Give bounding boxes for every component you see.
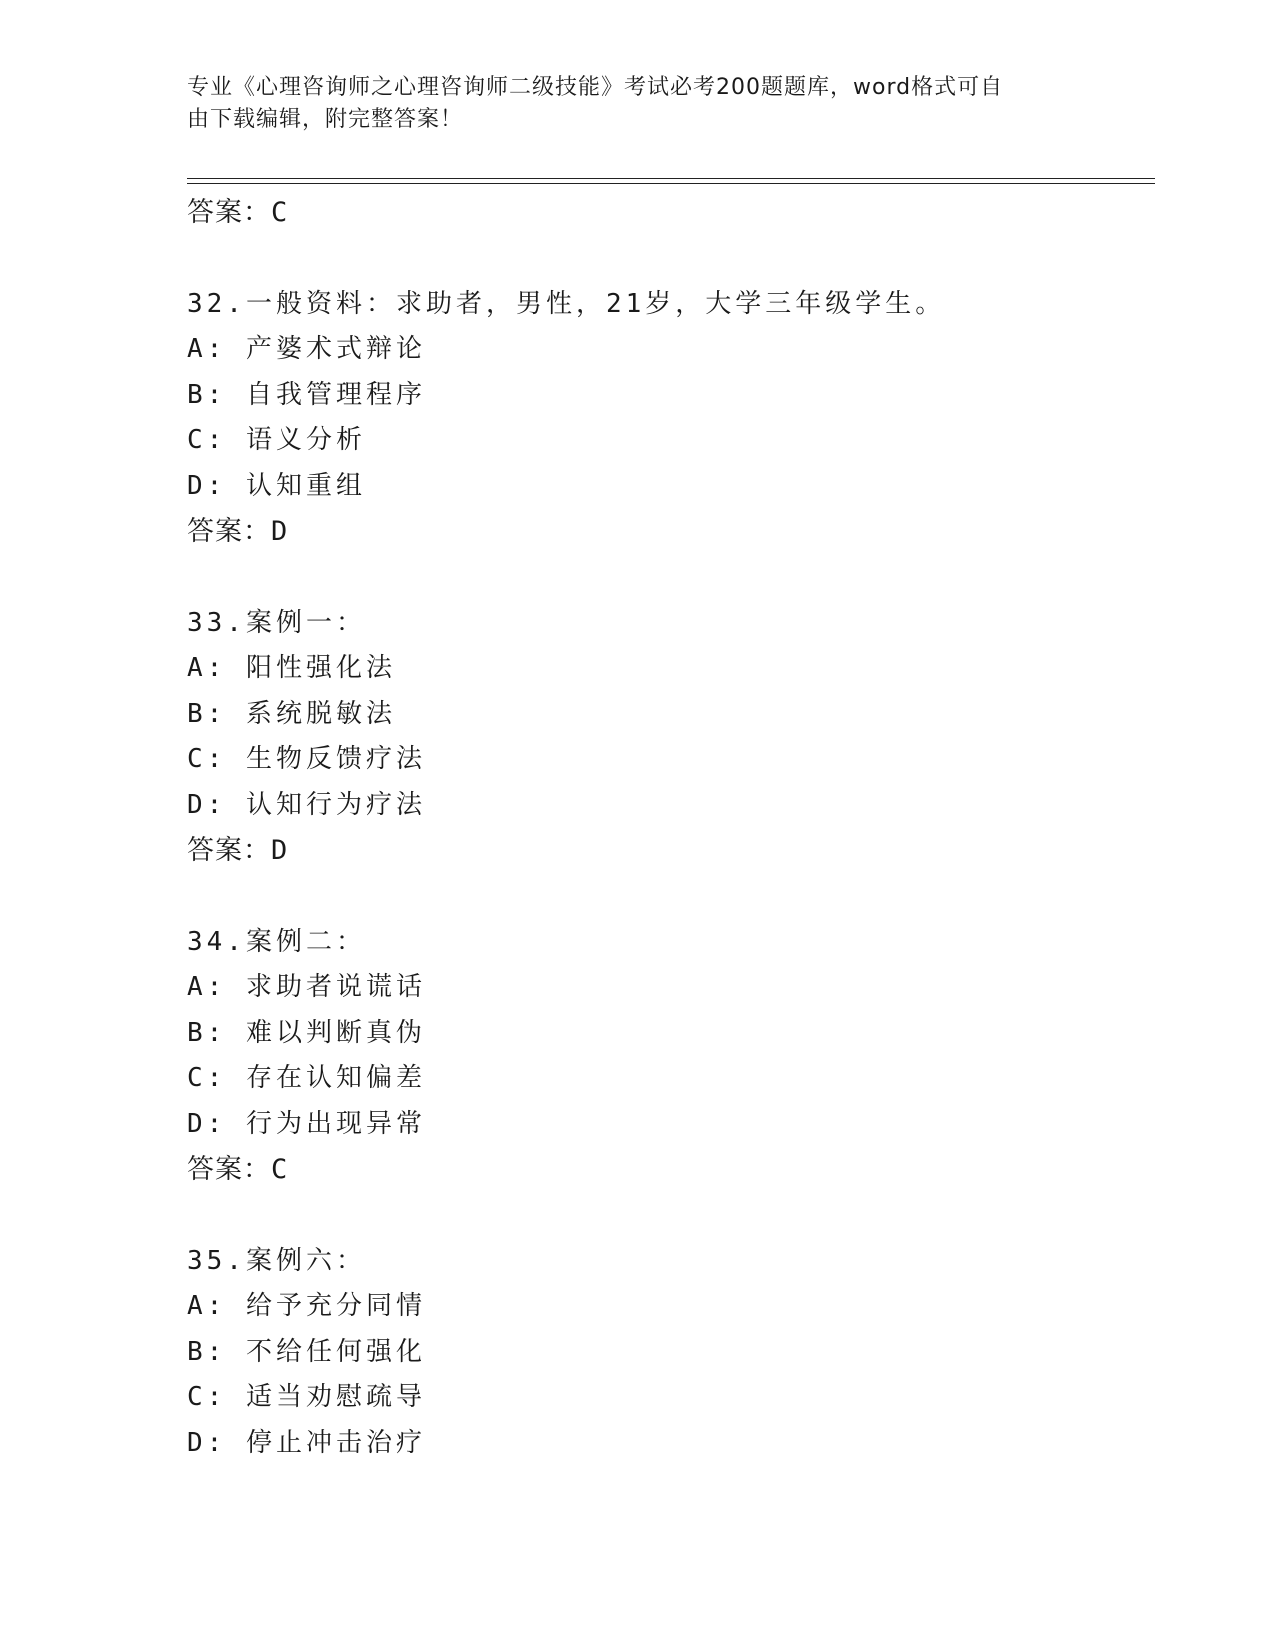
option-b: B: 自我管理程序: [187, 379, 426, 410]
question-block: [187, 920, 1147, 1193]
header-line-2: 由下载编辑，附完整答案！: [187, 107, 464, 132]
option-d: D: 停止冲击治疗: [187, 1427, 426, 1458]
spacer: [187, 1193, 1147, 1239]
header-divider-bottom: [187, 183, 1155, 184]
option-a: A: 给予充分同情: [187, 1291, 426, 1321]
option-c: C: 生物反馈疗法: [187, 744, 426, 774]
option-a: A: 求助者说谎话: [187, 972, 426, 1002]
spacer: [187, 874, 1147, 920]
spacer: [187, 236, 1147, 282]
question-stem: 35.案例六：: [187, 1245, 366, 1276]
option-b: B: 不给任何强化: [187, 1336, 426, 1367]
option-c: C: 存在认知偏差: [187, 1063, 426, 1093]
option-a: A: 阳性强化法: [187, 653, 396, 683]
header-line-1: 专业《心理咨询师之心理咨询师二级技能》考试必考200题题库，word格式可自: [187, 75, 1004, 100]
question-block: [187, 1239, 1147, 1467]
question-stem: 32.一般资料：求助者，男性，21岁，大学三年级学生。: [187, 288, 946, 319]
question-list: [187, 190, 1147, 1466]
option-d: D: 行为出现异常: [187, 1108, 426, 1139]
option-d: D: 认知行为疗法: [187, 789, 426, 820]
spacer: [187, 555, 1147, 601]
answer-line: 答案：C: [187, 197, 289, 228]
answer-line: 答案：D: [187, 516, 289, 547]
option-b: B: 系统脱敏法: [187, 698, 396, 729]
option-c: C: 适当劝慰疏导: [187, 1382, 426, 1412]
header-divider-top: [187, 178, 1155, 179]
option-a: A: 产婆术式辩论: [187, 334, 426, 364]
question-block: [187, 282, 1147, 555]
question-block: [187, 601, 1147, 874]
document-header: [187, 72, 1087, 136]
question-stem: 34.案例二：: [187, 926, 366, 957]
option-b: B: 难以判断真伪: [187, 1017, 426, 1048]
option-c: C: 语义分析: [187, 425, 366, 455]
answer-line: 答案：D: [187, 835, 289, 866]
option-d: D: 认知重组: [187, 470, 366, 501]
question-stem: 33.案例一：: [187, 607, 366, 638]
answer-line: 答案：C: [187, 1154, 289, 1185]
